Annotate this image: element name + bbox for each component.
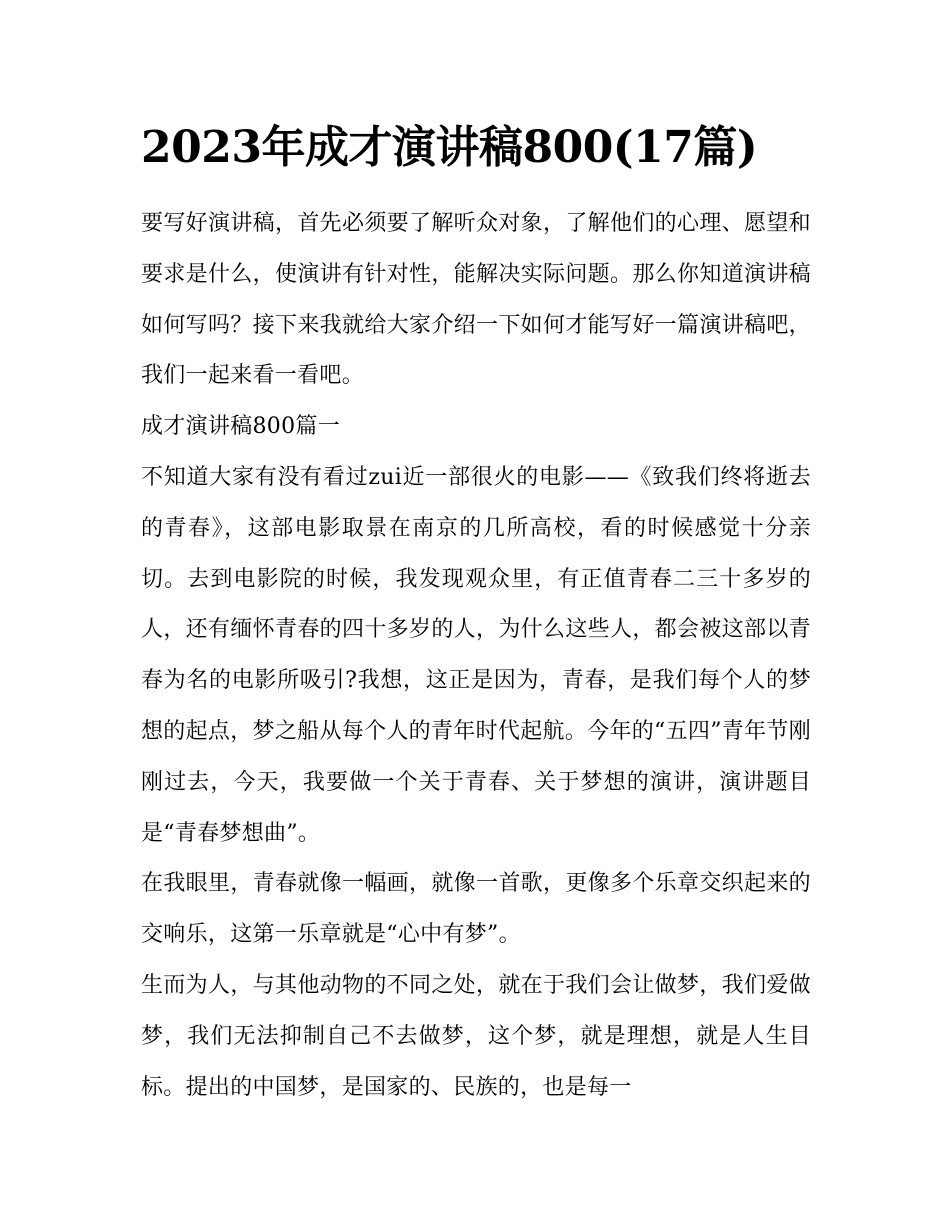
body-paragraph: 不知道大家有没有看过zui近一部很火的电影——《致我们终将逝去的青春》，这部电影取景在南京的几所高校，看的时候感觉十分亲切。去到电影院的时候，我发现观众里，有正值青春二三十多岁的人，还有缅怀青春的四十多岁的人，为什么这些人，都会被这部以青春为名的电影所吸引?我想，这正是因为，青春，是我们每个人的梦想的起点，梦之船从每个人的青年时代起航。今年的“五四”青年节刚刚过去，今天，我要做一个关于青春、关于梦想的演讲，演讲题目是“青春梦想曲”。: [141, 464, 811, 846]
document-page: [141, 118, 811, 1113]
body-paragraph: 生而为人，与其他动物的不同之处，就在于我们会让做梦，我们爱做梦，我们无法抑制自己不去做梦，这个梦，就是理想，就是人生目标。提出的中国梦，是国家的、民族的，也是每一: [141, 972, 811, 1100]
section-heading: 成才演讲稿800篇一: [141, 414, 340, 440]
document-title: 2023年成才演讲稿800(17篇): [141, 122, 758, 173]
body-paragraph: 在我眼里，青春就像一幅画，就像一首歌，更像多个乐章交织起来的交响乐，这第一乐章就是“心中有梦”。: [141, 871, 811, 948]
document-body: [141, 199, 811, 1113]
intro-paragraph: 要写好演讲稿，首先必须要了解听众对象，了解他们的心理、愿望和要求是什么，使演讲有针对性，能解决实际问题。那么你知道演讲稿如何写吗？接下来我就给大家介绍一下如何才能写好一篇演讲稿吧，我们一起来看一看吧。: [141, 211, 811, 389]
